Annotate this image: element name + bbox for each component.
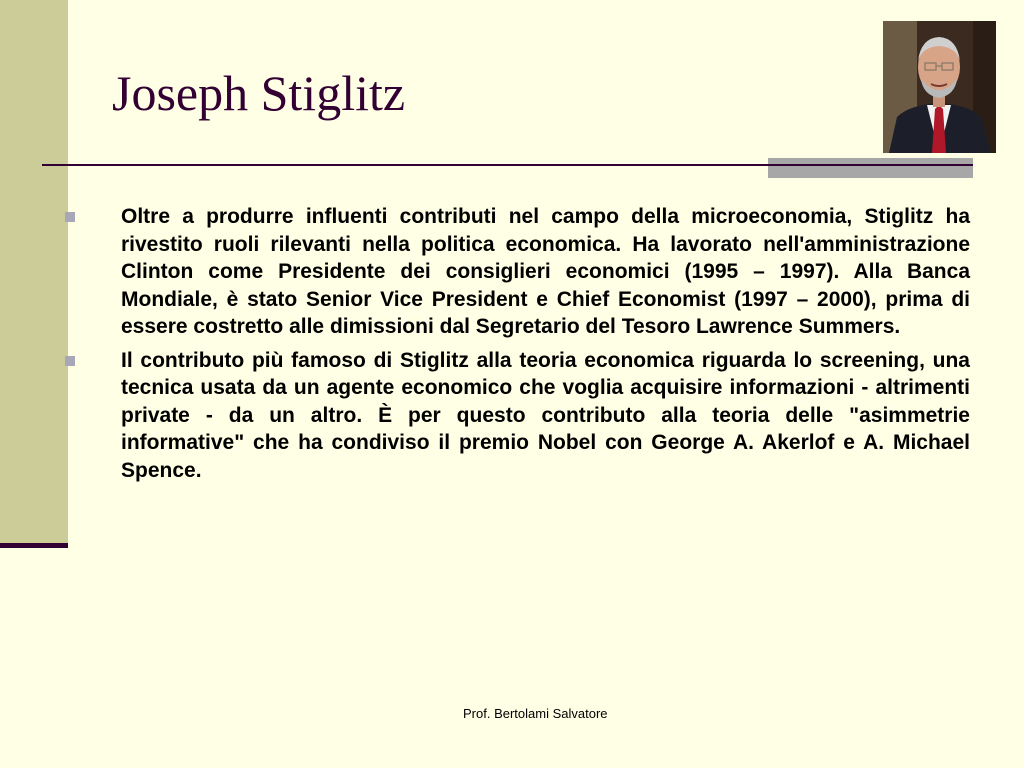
bullet-list [60, 203, 970, 490]
left-band-divider [0, 543, 68, 548]
square-bullet-icon [65, 212, 75, 222]
title-underline-accent [768, 158, 973, 178]
portrait-photo [883, 21, 996, 153]
bullet-item [60, 203, 970, 341]
bullet-text: Il contributo più famoso di Stiglitz alla teoria economica riguarda lo screening, una tecnica usata da un agente economico che voglia acquisire informazioni - altrimenti private - da un altro. È per questo contributo alla teoria delle "asimmetrie informative" che ha condiviso il premio Nobel con George A. Akerlof e A. Michael Spence. [121, 348, 970, 482]
slide-title: Joseph Stiglitz [112, 65, 406, 121]
bullet-text: Oltre a produrre influenti contributi nel campo della microeconomia, Stiglitz ha rivestito ruoli rilevanti nella politica economica. Ha lavorato nell'amministrazione Clinton come Presidente dei consiglieri economici (1995 – 1997). Alla Banca Mondiale, è stato Senior Vice President e Chief Economist (1997 – 2000), prima di essere costretto alle dimissioni dal Segretario del Tesoro Lawrence Summers. [121, 205, 970, 338]
slide-footer: Prof. Bertolami Salvatore [463, 706, 608, 721]
bullet-item [60, 347, 970, 485]
left-accent-band [0, 0, 68, 545]
square-bullet-icon [65, 356, 75, 366]
